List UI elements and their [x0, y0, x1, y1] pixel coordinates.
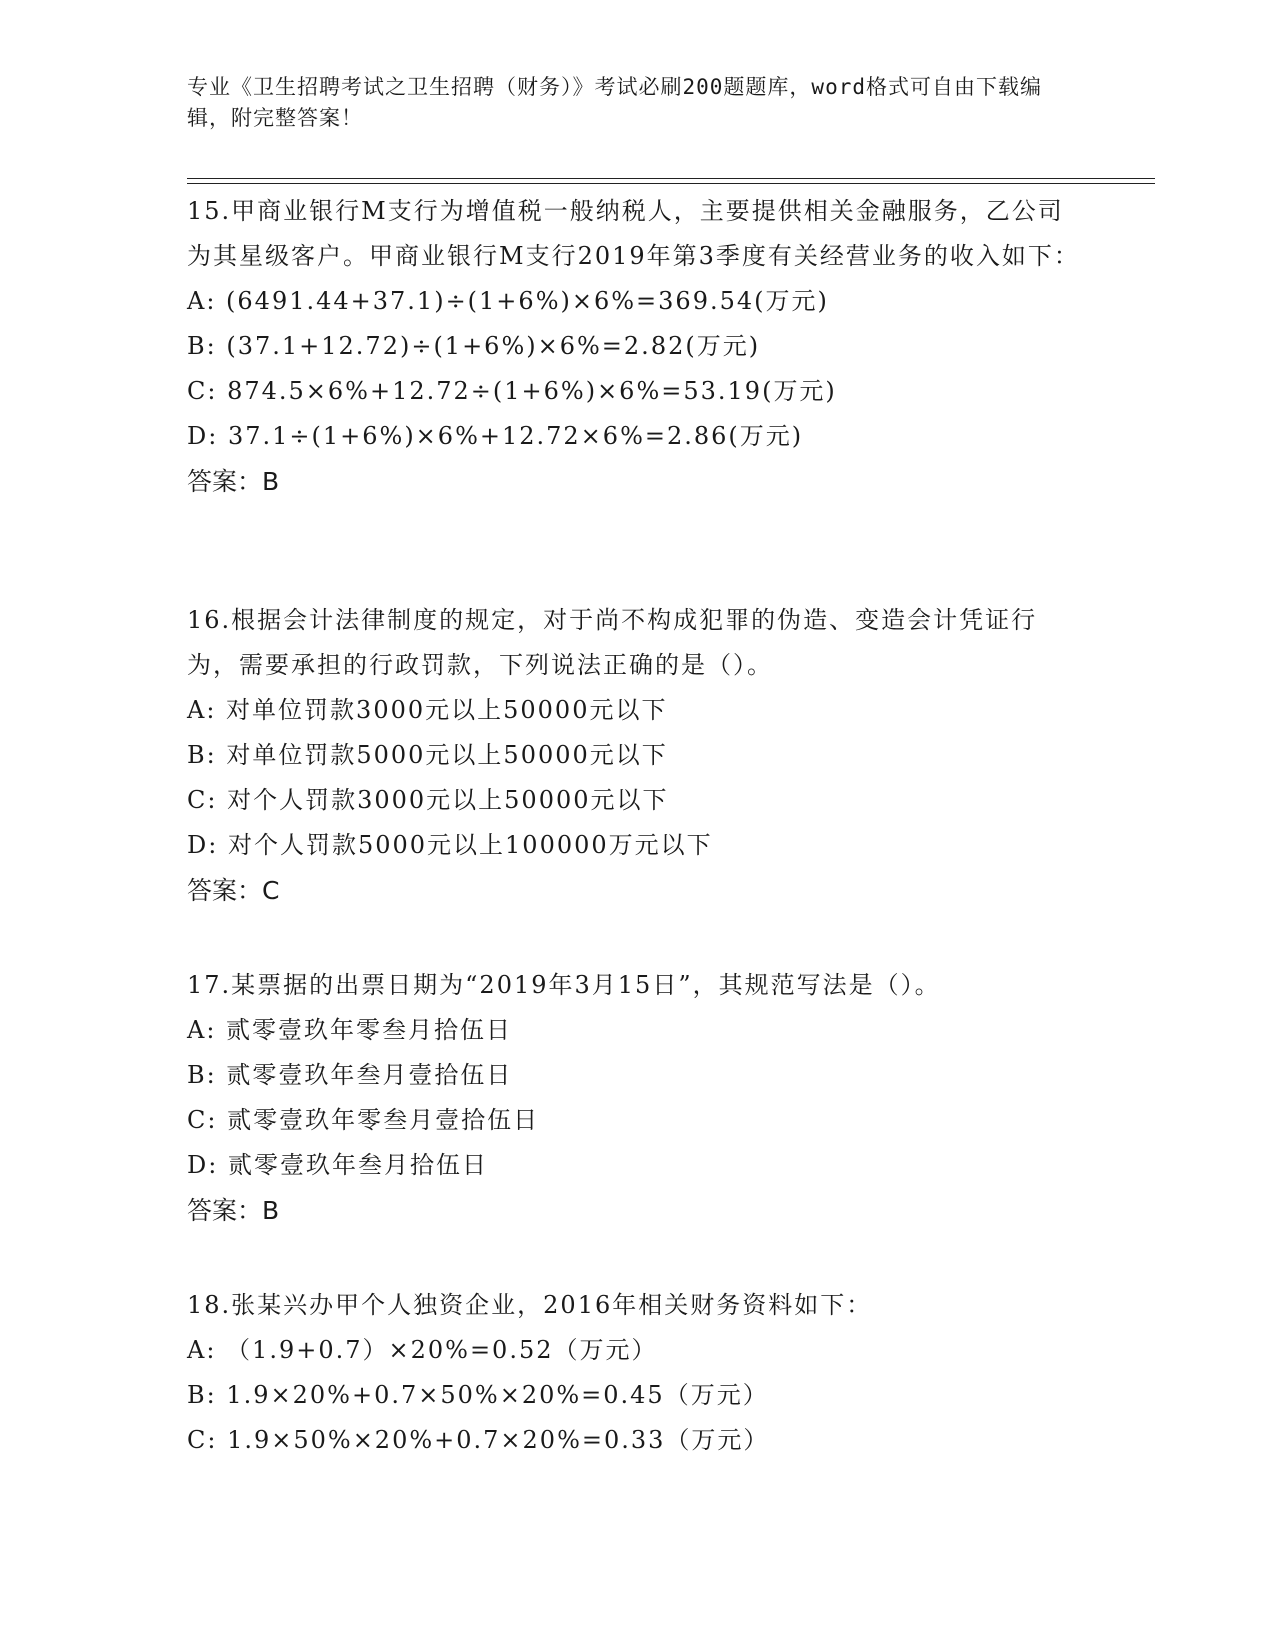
question-15 [187, 189, 1087, 504]
option-c: C: 1.9×50%×20%+0.7×20%=0.33（万元） [187, 1426, 770, 1454]
option-c: C: 贰零壹玖年零叁月壹拾伍日 [187, 1106, 540, 1134]
answer-label: 答案：C [187, 876, 280, 905]
question-stem: 17.某票据的出票日期为“2019年3月15日”，其规范写法是（）。 [187, 971, 941, 999]
option-a: A: 贰零壹玖年零叁月拾伍日 [187, 1016, 513, 1044]
option-c: C: 对个人罚款3000元以上50000元以下 [187, 786, 669, 814]
answer-label: 答案：B [187, 1196, 280, 1225]
question-16 [187, 598, 1087, 913]
answer-label: 答案：B [187, 467, 280, 496]
option-b: B: 1.9×20%+0.7×50%×20%=0.45（万元） [187, 1381, 769, 1409]
question-stem: 16.根据会计法律制度的规定，对于尚不构成犯罪的伪造、变造会计凭证行为，需要承担的行政罚款，下列说法正确的是（）。 [187, 606, 1038, 679]
document-header: 专业《卫生招聘考试之卫生招聘（财务）》考试必刷200题题库，word格式可自由下载编辑，附完整答案！ [187, 75, 1042, 130]
option-b: B: 贰零壹玖年叁月壹拾伍日 [187, 1061, 513, 1089]
option-d: D: 对个人罚款5000元以上100000万元以下 [187, 831, 713, 859]
option-a: A: （1.9+0.7）×20%=0.52（万元） [187, 1336, 658, 1364]
question-stem: 15.甲商业银行M支行为增值税一般纳税人，主要提供相关金融服务，乙公司为其星级客户。甲商业银行M支行2019年第3季度有关经营业务的收入如下： [187, 197, 1080, 270]
option-a: A: (6491.44+37.1)÷(1+6%)×6%=369.54(万元) [187, 287, 829, 315]
option-b: B: 对单位罚款5000元以上50000元以下 [187, 741, 668, 769]
header-divider-bottom [187, 183, 1155, 184]
option-c: C: 874.5×6%+12.72÷(1+6%)×6%=53.19(万元) [187, 377, 837, 405]
question-18 [187, 1283, 1087, 1463]
question-17 [187, 963, 1087, 1233]
option-b: B: (37.1+12.72)÷(1+6%)×6%=2.82(万元) [187, 332, 761, 360]
option-a: A: 对单位罚款3000元以上50000元以下 [187, 696, 668, 724]
header-divider-top [187, 178, 1155, 179]
option-d: D: 37.1÷(1+6%)×6%+12.72×6%=2.86(万元) [187, 422, 804, 450]
option-d: D: 贰零壹玖年叁月拾伍日 [187, 1151, 488, 1179]
question-stem: 18.张某兴办甲个人独资企业，2016年相关财务资料如下： [187, 1291, 873, 1319]
